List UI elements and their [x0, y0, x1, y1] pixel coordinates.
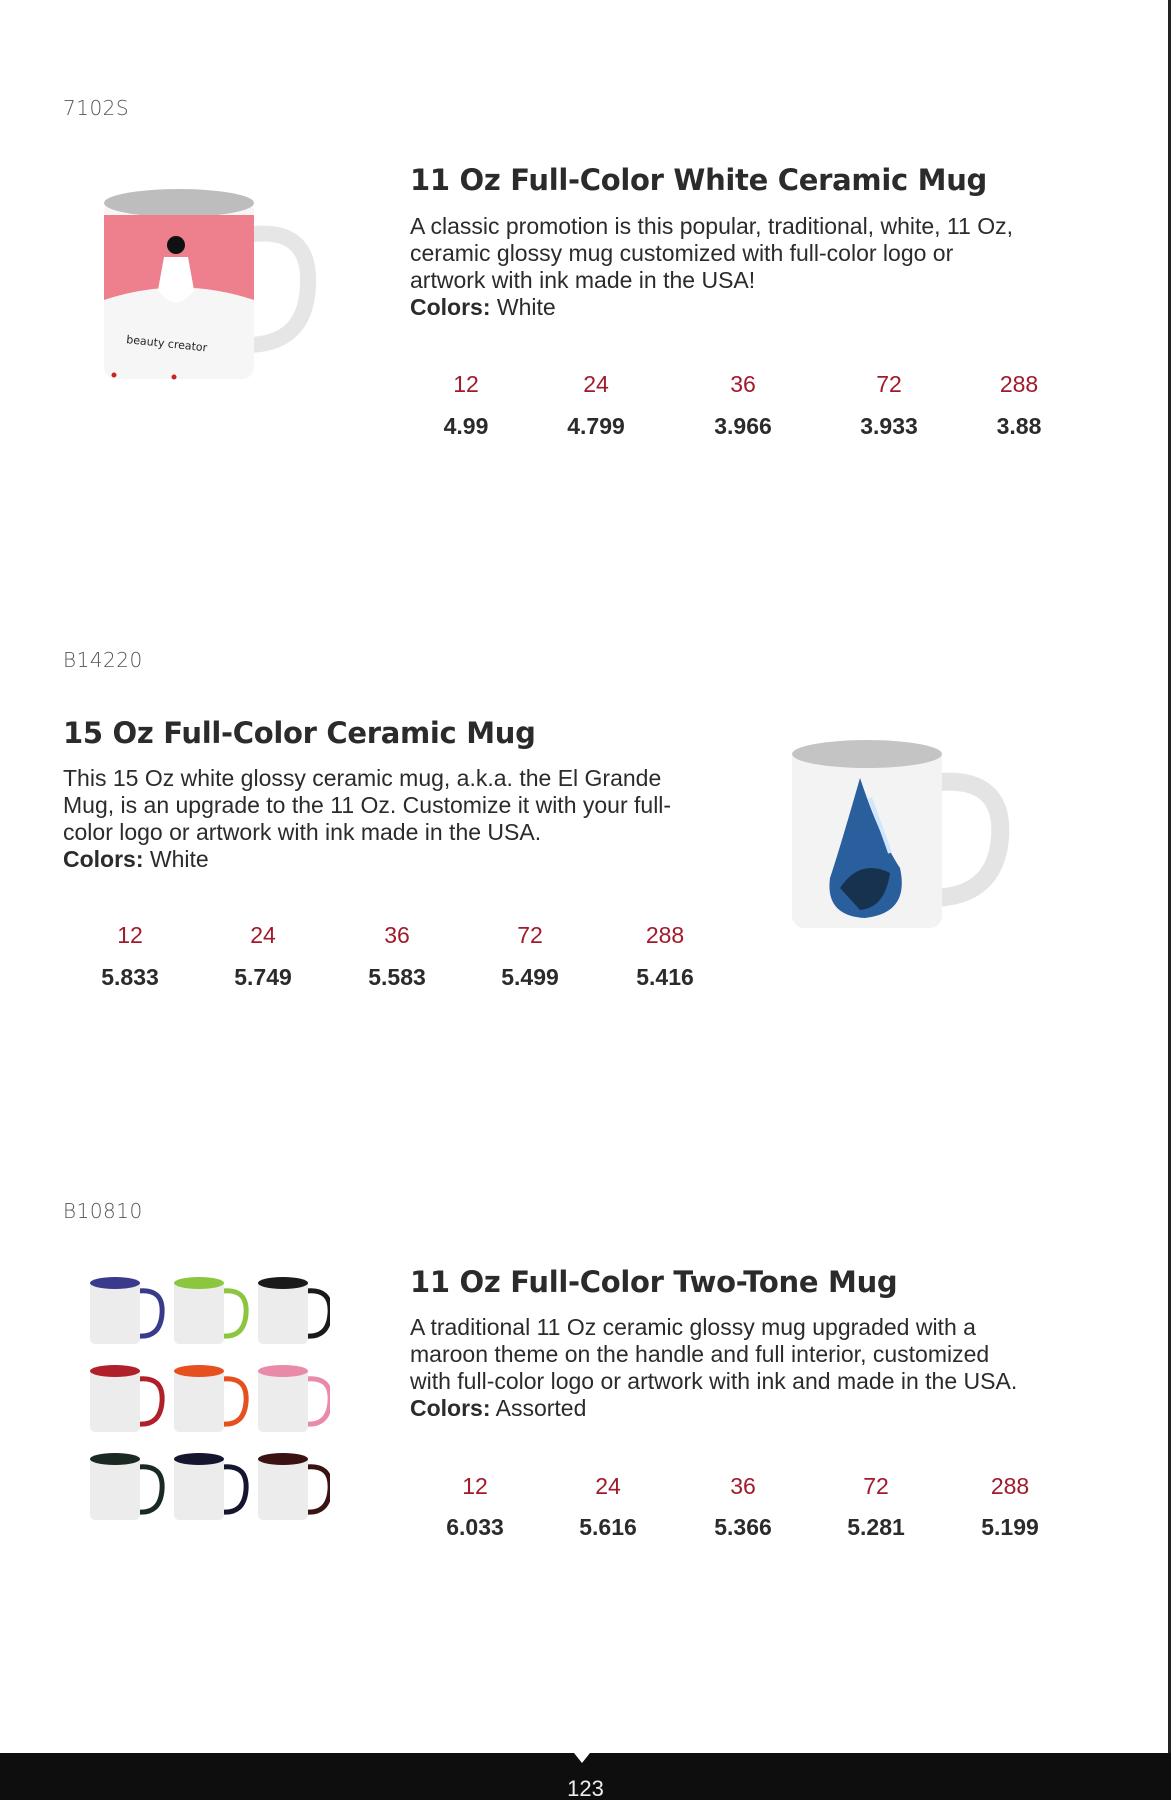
footer-notch	[574, 1753, 590, 1763]
colors-line	[410, 1395, 1017, 1422]
quantity: 24	[250, 922, 276, 948]
price: 5.749	[234, 964, 292, 990]
two-tone-mug	[90, 1365, 162, 1432]
quantity: 72	[863, 1473, 889, 1499]
price: 3.933	[860, 413, 918, 439]
colors-line	[63, 846, 671, 873]
quantity: 72	[876, 371, 902, 397]
price: 3.88	[996, 413, 1042, 439]
product-description	[63, 765, 671, 873]
price: 4.99	[443, 413, 489, 439]
quantity: 24	[595, 1473, 621, 1499]
two-tone-mug	[258, 1365, 330, 1432]
two-tone-mug	[258, 1453, 330, 1520]
two-tone-mug	[90, 1277, 162, 1344]
quantity: 288	[999, 371, 1039, 397]
colors-label: Colors:	[410, 294, 491, 320]
description-line: This 15 Oz white glossy ceramic mug, a.k.a. the El Grande	[63, 765, 662, 791]
price: 5.199	[981, 1514, 1039, 1540]
description-line: ceramic glossy mug customized with full-color logo or	[410, 240, 954, 266]
quantity: 12	[462, 1473, 488, 1499]
mug-image-beauty-creator	[96, 185, 321, 395]
description-line: with full-color logo or artwork with ink and made in the USA.	[410, 1368, 1018, 1394]
two-tone-mug	[174, 1277, 246, 1344]
description-line: maroon theme on the handle and full interior, customized	[410, 1341, 990, 1367]
description-line: color logo or artwork with ink made in the USA.	[63, 819, 542, 845]
quantity: 36	[384, 922, 410, 948]
price: 3.966	[714, 413, 772, 439]
product-title: 15 Oz Full-Color Ceramic Mug	[63, 716, 536, 750]
description-line: artwork with ink made in the USA!	[410, 267, 756, 293]
quantity: 24	[583, 371, 609, 397]
price: 5.616	[579, 1514, 637, 1540]
quantity: 72	[517, 922, 543, 948]
description-line: Mug, is an upgrade to the 11 Oz. Customize it with your full-	[63, 792, 672, 818]
price: 4.799	[567, 413, 625, 439]
colors-value: White	[496, 294, 556, 320]
two-tone-mugs-image	[90, 1268, 330, 1523]
quantity: 36	[730, 1473, 756, 1499]
colors-label: Colors:	[410, 1395, 491, 1421]
quantity: 12	[117, 922, 143, 948]
description-line: A traditional 11 Oz ceramic glossy mug upgraded with a	[410, 1314, 976, 1340]
quantity: 288	[990, 1473, 1030, 1499]
colors-line	[410, 294, 1013, 321]
product-code: 7102S	[63, 96, 130, 120]
two-tone-mug	[90, 1453, 162, 1520]
price: 5.416	[636, 964, 694, 990]
quantity: 12	[453, 371, 479, 397]
product-title: 11 Oz Full-Color White Ceramic Mug	[410, 163, 988, 197]
page-number: 123	[567, 1776, 604, 1801]
two-tone-mug	[174, 1365, 246, 1432]
mug-image-water-drop	[790, 738, 1010, 938]
price: 5.583	[368, 964, 426, 990]
logo-text: beauty creator	[125, 333, 208, 355]
colors-label: Colors:	[63, 846, 144, 872]
product-title: 11 Oz Full-Color Two-Tone Mug	[410, 1265, 898, 1299]
product-code: B10810	[63, 1199, 143, 1223]
product-description	[410, 1314, 1017, 1422]
product-code: B14220	[63, 648, 143, 672]
description-line: A classic promotion is this popular, traditional, white, 11 Oz,	[410, 213, 1013, 239]
price: 5.366	[714, 1514, 772, 1540]
quantity: 288	[645, 922, 685, 948]
price: 5.833	[101, 964, 159, 990]
price: 6.033	[446, 1514, 504, 1540]
colors-value: White	[149, 846, 209, 872]
price: 5.499	[501, 964, 559, 990]
quantity: 36	[730, 371, 756, 397]
product-description	[410, 213, 1013, 321]
two-tone-mug	[258, 1277, 330, 1344]
price: 5.281	[847, 1514, 905, 1540]
two-tone-mug	[174, 1453, 246, 1520]
colors-value: Assorted	[495, 1395, 587, 1421]
